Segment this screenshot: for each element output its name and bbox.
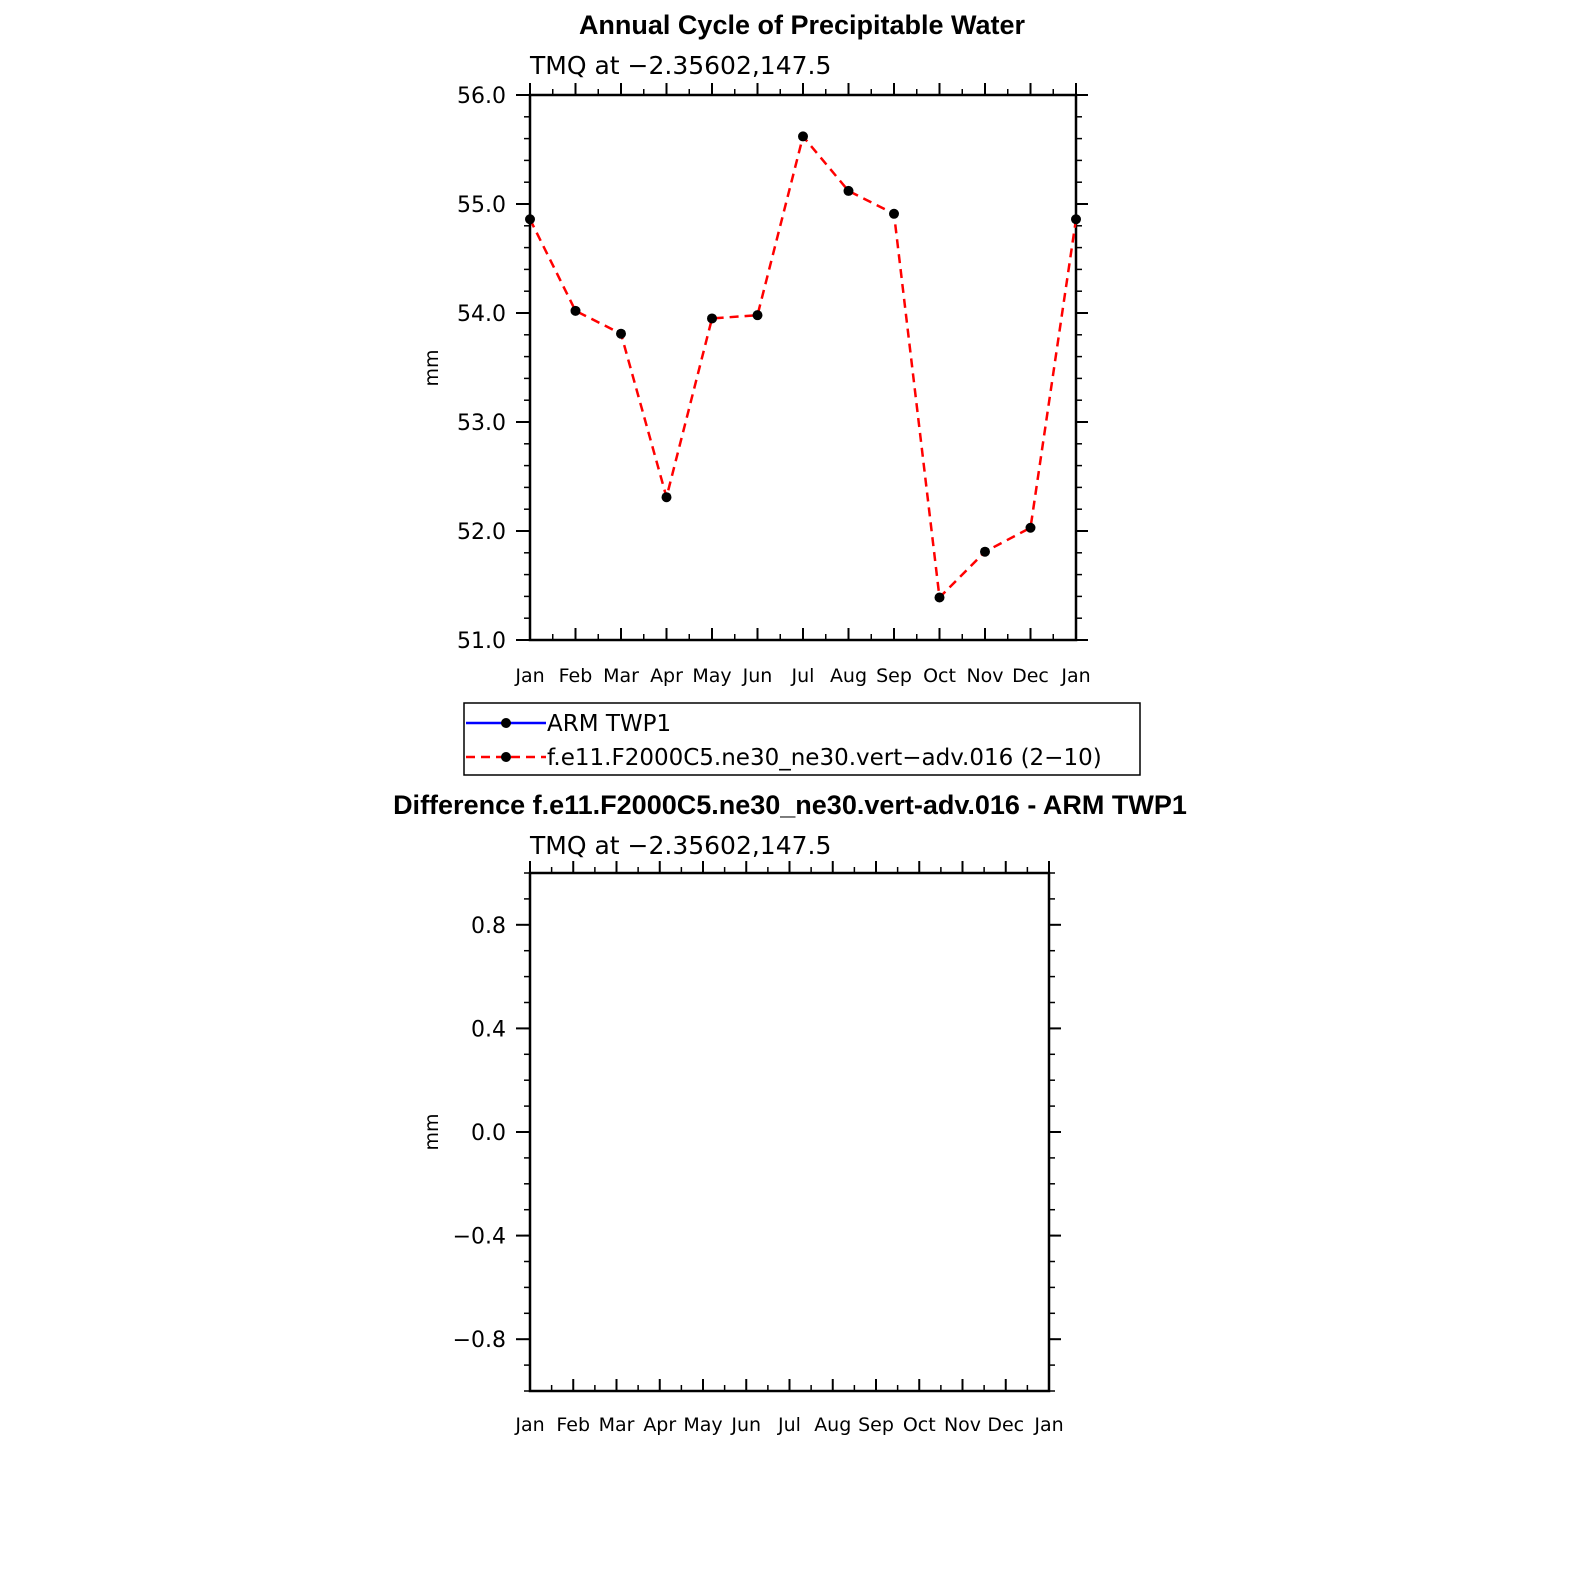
chart2-x-tick-label: Sep: [858, 1414, 894, 1436]
chart2-x-tick-label: Dec: [987, 1414, 1025, 1436]
chart1-frame: [530, 95, 1076, 640]
chart2-plot-area: [453, 861, 1064, 1436]
chart1-x-tick-label: Mar: [603, 665, 639, 687]
chart1-series-point: [1071, 214, 1081, 224]
chart1-series-point: [707, 313, 717, 323]
chart1-y-tick-label: 51.0: [457, 629, 506, 654]
chart1-x-tick-label: Jan: [1061, 665, 1091, 687]
chart1-x-tick-label: Aug: [829, 665, 868, 687]
chart1-title: Annual Cycle of Precipitable Water: [578, 10, 1026, 40]
chart1-x-tick-label: May: [692, 665, 732, 687]
chart2-x-tick-label: Nov: [943, 1414, 982, 1436]
chart1-subtitle: TMQ at −2.35602,147.5: [530, 51, 832, 80]
chart1-y-axis-label: mm: [421, 349, 443, 387]
chart1-x-tick-label: Jun: [742, 665, 773, 687]
chart1-plot-area: [457, 83, 1091, 687]
chart1-x-tick-label: Jan: [515, 665, 545, 687]
chart1-series-point: [616, 329, 626, 339]
chart1-series-point: [935, 592, 945, 602]
chart1-y-tick-label: 54.0: [457, 302, 506, 327]
chart1-series-point: [980, 547, 990, 557]
chart1-series-point: [753, 310, 763, 320]
chart2-frame: [530, 873, 1049, 1391]
chart2-y-tick-label: 0.0: [471, 1121, 506, 1146]
chart1-series-point: [571, 306, 581, 316]
chart1-x-tick-label: Sep: [876, 665, 912, 687]
chart1-x-tick-label: Apr: [650, 665, 683, 687]
legend-marker-arm: [501, 718, 511, 728]
chart2-x-tick-label: May: [683, 1414, 723, 1436]
chart1-y-tick-label: 52.0: [457, 520, 506, 545]
chart1-series-point: [798, 131, 808, 141]
chart2-y-tick-label: 0.4: [471, 1017, 506, 1043]
chart1-x-tick-label: Jul: [791, 665, 815, 687]
chart2-y-axis-label: mm: [421, 1113, 443, 1151]
legend-label-arm: ARM TWP1: [547, 711, 672, 737]
chart2-x-tick-label: Jul: [778, 1414, 801, 1436]
legend-marker-model: [501, 752, 511, 762]
chart1-series-line-1: [530, 136, 1076, 597]
chart2-y-tick-label: −0.8: [452, 1328, 506, 1354]
chart2-subtitle: TMQ at −2.35602,147.5: [530, 831, 832, 860]
chart2-y-tick-label: 0.8: [471, 913, 506, 939]
chart2-y-tick-label: −0.4: [452, 1224, 506, 1250]
chart2-x-tick-label: Oct: [902, 1414, 936, 1436]
chart1-y-tick-label: 55.0: [457, 193, 506, 218]
chart1-series-point: [889, 209, 899, 219]
chart1-series-point: [844, 186, 854, 196]
chart2-x-tick-label: Jun: [731, 1414, 762, 1436]
chart2-x-tick-label: Jan: [515, 1414, 545, 1436]
chart2-x-tick-label: Feb: [556, 1414, 591, 1436]
chart2-x-tick-label: Mar: [598, 1414, 635, 1436]
chart2-title: Difference f.e11.F2000C5.ne30_ne30.vert-adv.016 - ARM TWP1: [393, 790, 1187, 820]
chart1-series-point: [525, 214, 535, 224]
legend-label-model: f.e11.F2000C5.ne30_ne30.vert−adv.016 (2−10): [547, 745, 1102, 771]
chart1-legend: [464, 703, 1140, 775]
chart2-x-tick-label: Aug: [814, 1414, 852, 1436]
chart1-y-tick-label: 53.0: [457, 411, 506, 436]
chart1-x-tick-label: Feb: [558, 665, 593, 687]
chart1-x-tick-label: Nov: [966, 665, 1004, 687]
chart1-series-point: [1026, 523, 1036, 533]
chart1-y-tick-label: 56.0: [457, 84, 506, 109]
chart1-x-tick-label: Dec: [1012, 665, 1049, 687]
chart2-x-tick-label: Apr: [643, 1414, 677, 1436]
chart1-x-tick-label: Oct: [923, 665, 956, 687]
chart1-series-point: [662, 492, 672, 502]
chart2-x-tick-label: Jan: [1034, 1414, 1064, 1436]
